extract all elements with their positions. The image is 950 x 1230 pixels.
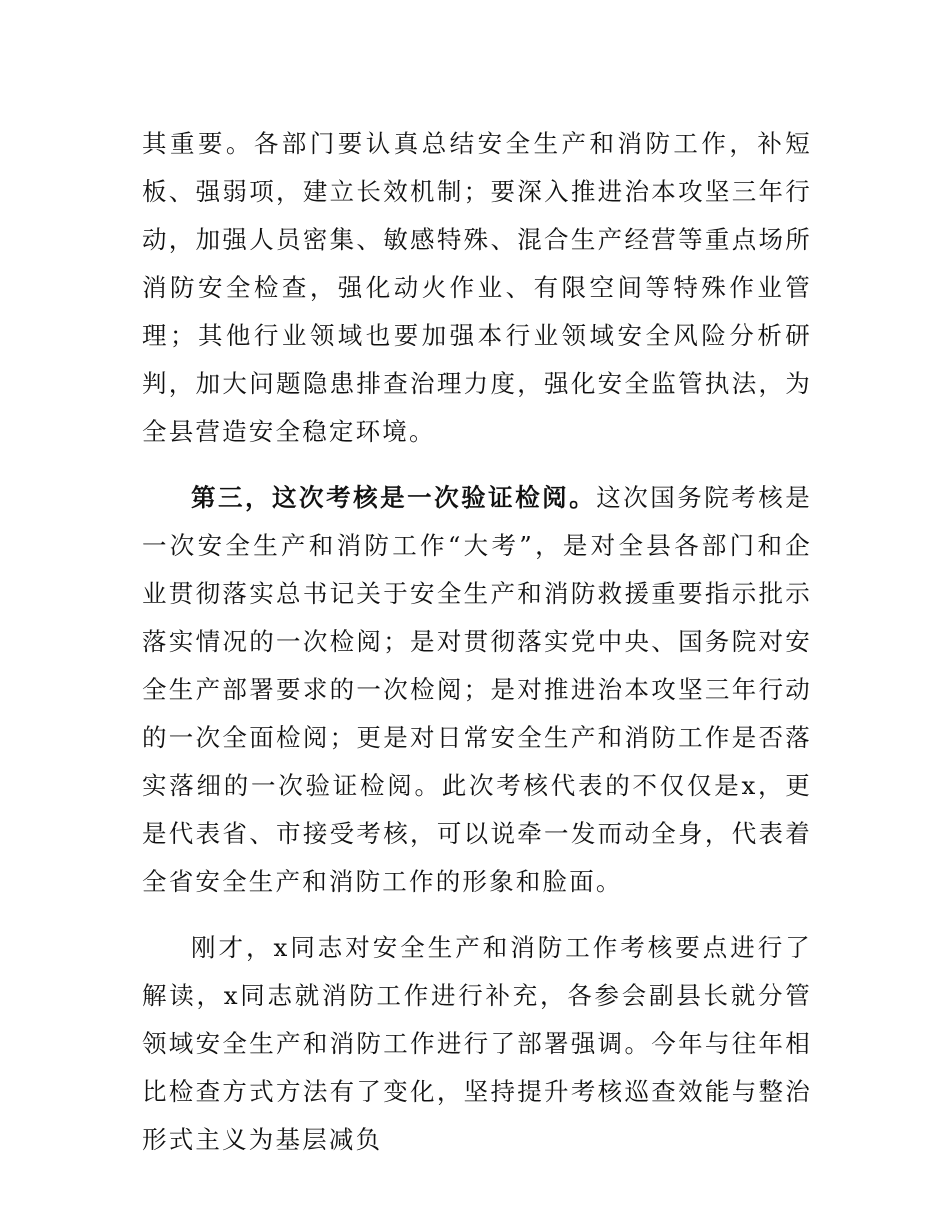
paragraph-text: 其重要。各部门要认真总结安全生产和消防工作，补短板、强弱项，建立长效机制；要深入推进治本攻坚三年行动，加强人员密集、敏感特殊、混合生产经营等重点场所消防安全检查，强化动火作业、有限空间等特殊作业管理；其他行业领域也要加强本行业领域安全风险分析研判，加大问题隐患排查治理力度，强化安全监管执法，为全县营造安全稳定环境。: [142, 129, 812, 446]
document-page: [142, 120, 812, 1164]
paragraph-gap: [142, 456, 812, 474]
paragraph-continuation: [142, 120, 812, 456]
paragraph-review: [142, 924, 812, 1164]
paragraph-gap: [142, 906, 812, 924]
paragraph-third-point: [142, 474, 812, 906]
paragraph-text: 刚才，x同志对安全生产和消防工作考核要点进行了解读，x同志就消防工作进行补充，各参会副县长就分管领域安全生产和消防工作进行了部署强调。今年与往年相比检查方式方法有了变化，坚持提升考核巡查效能与整治形式主义为基层减负: [142, 933, 812, 1154]
paragraph-text: 这次国务院考核是一次安全生产和消防工作“大考”，是对全县各部门和企业贯彻落实总书记关于安全生产和消防救援重要指示批示落实情况的一次检阅；是对贯彻落实党中央、国务院对安全生产部署要求的一次检阅；是对推进治本攻坚三年行动的一次全面检阅；更是对日常安全生产和消防工作是否落实落细的一次验证检阅。此次考核代表的不仅仅是x，更是代表省、市接受考核，可以说牵一发而动全身，代表着全省安全生产和消防工作的形象和脸面。: [142, 483, 812, 896]
paragraph-heading: 第三，这次考核是一次验证检阅。: [191, 483, 597, 512]
